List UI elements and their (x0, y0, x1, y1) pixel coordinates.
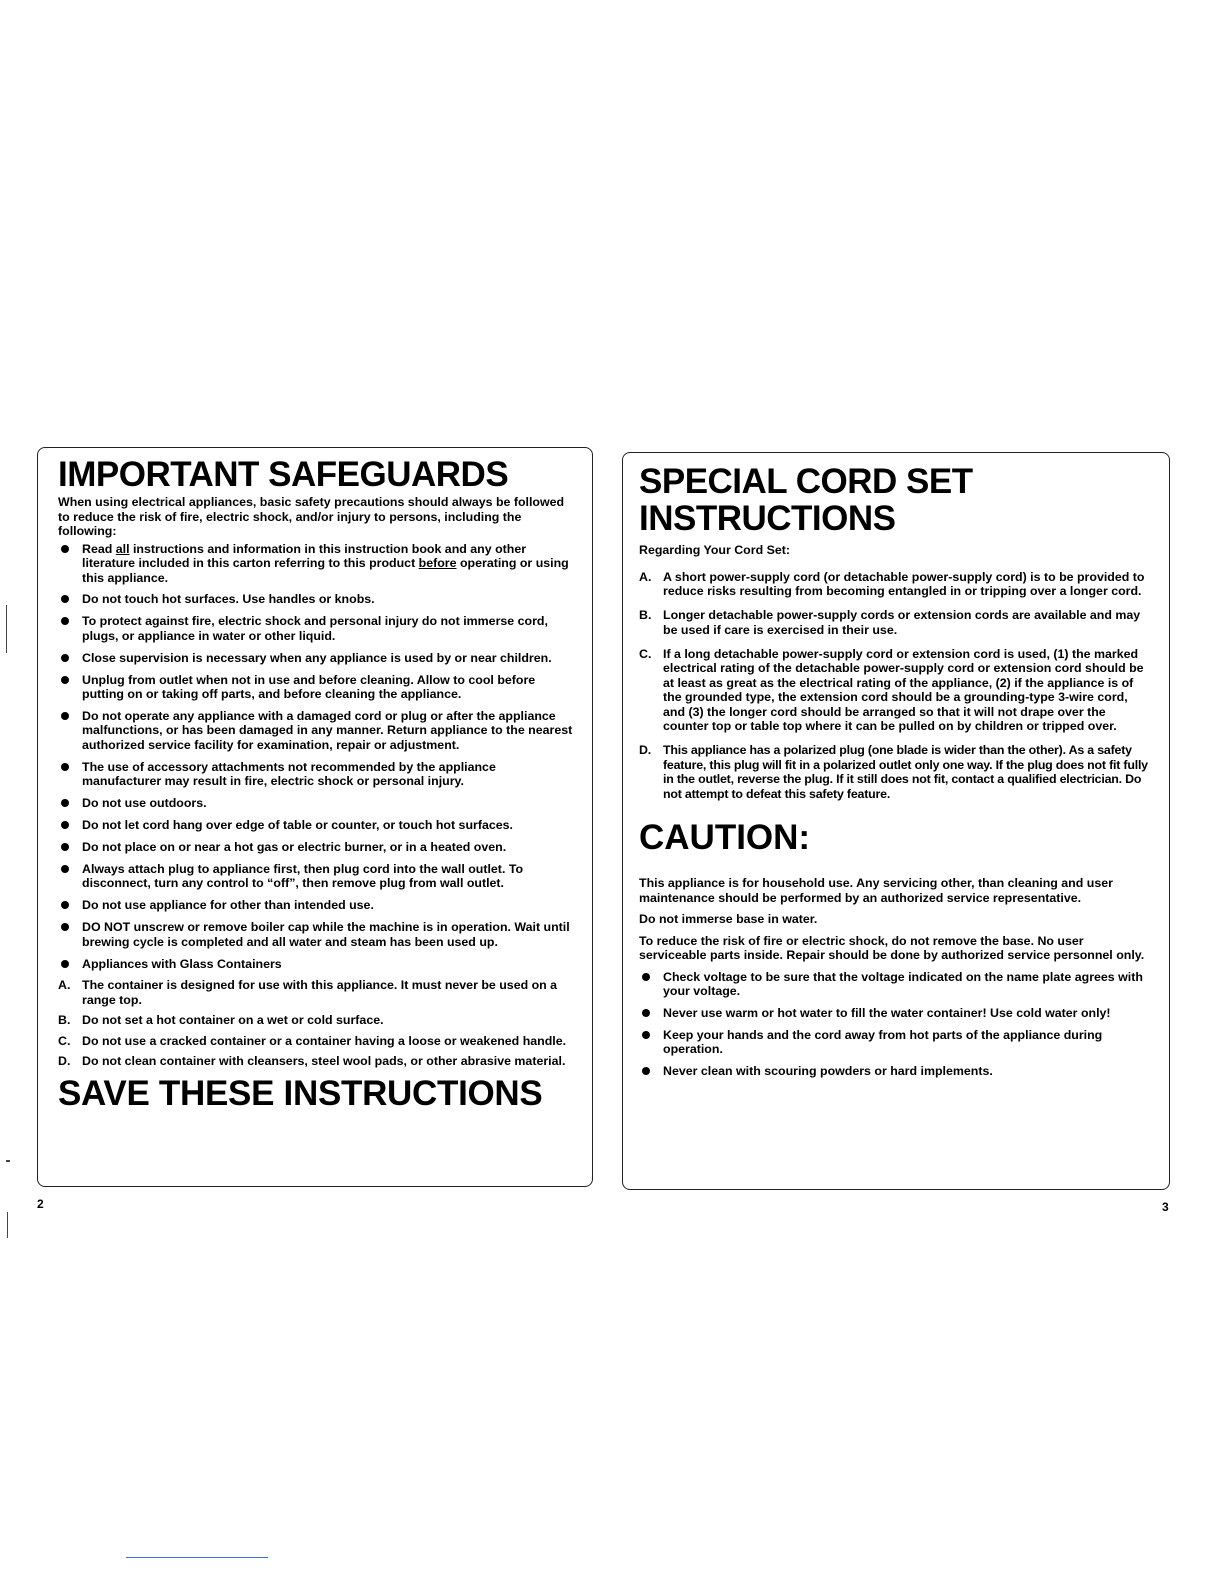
cord-set-list (639, 570, 1153, 802)
bullet-icon (61, 799, 69, 807)
bullet-icon (61, 821, 69, 829)
caution-bullet-list (639, 970, 1153, 1079)
safeguards-bullet-list (58, 542, 576, 972)
bullet-icon (61, 865, 69, 873)
bullet-icon (61, 763, 69, 771)
bullet-icon (642, 1067, 650, 1075)
important-safeguards-title: IMPORTANT SAFEGUARDS (58, 455, 509, 494)
safeguard-item: Do not let cord hang over edge of table or counter, or touch hot surfaces. (58, 818, 576, 833)
cord-set-item: A. A short power-supply cord (or detachable power-supply cord) is to be provided to reduce risks resulting from becoming entangled in or tripping over a longer cord. (639, 569, 1145, 598)
caution-item: Never use warm or hot water to fill the water container! Use cold water only! (639, 1006, 1153, 1021)
scan-mark (7, 1212, 8, 1238)
caution-item: Never clean with scouring powders or hard implements. (639, 1064, 1153, 1079)
bullet-icon (61, 960, 69, 968)
bullet-icon (642, 1031, 650, 1039)
safeguard-item: Do not use outdoors. (58, 796, 576, 811)
safeguard-item: Unplug from outlet when not in use and before cleaning. Allow to cool before putting on or taking off parts, and before cleaning the appliance. (58, 673, 576, 702)
glass-container-item: A. The container is designed for use with this appliance. It must never be used on a range top. (58, 978, 558, 1007)
bullet-icon (61, 595, 69, 603)
save-instructions-heading: SAVE THESE INSTRUCTIONS (58, 1073, 543, 1113)
bullet-icon (61, 843, 69, 851)
caution-paragraph: This appliance is for household use. Any servicing other, than cleaning and user maintenance should be performed by an authorized service representative. (639, 876, 1113, 905)
safeguard-item: Do not place on or near a hot gas or electric burner, or in a heated oven. (58, 840, 576, 855)
cord-set-title-line2: INSTRUCTIONS (639, 499, 896, 538)
page-number-left: 2 (37, 1197, 44, 1211)
safeguard-item: To protect against fire, electric shock and personal injury do not immerse cord, plugs, or appliance in water or other liquid. (58, 614, 576, 643)
cord-set-item: C. If a long detachable power-supply cord or extension cord is used, (1) the marked electrical rating of the detachable power-supply cord or extension cord should be at least as great as the electrical rating of the appliance, (2) if the appliance is of the grounded type, the extension cord should be a grounding-type 3-wire cord, and (3) the longer cord should be arranged so that it will not drape over the counter top or table top where it can be pulled on by children or tripped over. (639, 646, 1144, 733)
glass-container-list (58, 978, 576, 1069)
caution-paragraph: To reduce the risk of fire or electric shock, do not remove the base. No user serviceable parts inside. Repair should be done by authorized service personnel only. (639, 933, 1145, 962)
caution-item: Keep your hands and the cord away from hot parts of the appliance during operation. (639, 1028, 1153, 1057)
safeguard-item: Appliances with Glass Containers (58, 957, 576, 972)
cord-set-subtitle: Regarding Your Cord Set: (639, 543, 790, 557)
bullet-icon (61, 617, 69, 625)
safeguard-item: Do not operate any appliance with a damaged cord or plug or after the appliance malfunctions, or has been damaged in any manner. Return appliance to the nearest authorized service facility for examination, repair or adjustment. (58, 709, 576, 753)
scan-mark (6, 1160, 10, 1162)
important-safeguards-panel (37, 447, 593, 1187)
bullet-icon (61, 923, 69, 931)
glass-container-item: D. Do not clean container with cleansers, steel wool pads, or other abrasive material. (58, 1054, 566, 1069)
glass-container-item: B. Do not set a hot container on a wet or cold surface. (58, 1013, 384, 1028)
safeguards-intro: When using electrical appliances, basic safety precautions should always be followed to reduce the risk of fire, electric shock, and/or injury to persons, including the following: (58, 495, 565, 538)
caution-item: Check voltage to be sure that the voltage indicated on the name plate agrees with your voltage. (639, 970, 1153, 999)
bullet-icon (61, 712, 69, 720)
scan-mark (6, 605, 7, 653)
bullet-icon (642, 1009, 650, 1017)
safeguard-item: Do not touch hot surfaces. Use handles or knobs. (58, 592, 576, 607)
footer-rule (126, 1557, 268, 1558)
safeguard-item: Always attach plug to appliance first, then plug cord into the wall outlet. To disconnect, turn any control to “off”, then remove plug from wall outlet. (58, 862, 576, 891)
safeguard-item: Do not use appliance for other than intended use. (58, 898, 576, 913)
safeguard-item: DO NOT unscrew or remove boiler cap while the machine is in operation. Wait until brewing cycle is completed and all water and steam has been used up. (58, 920, 576, 949)
page-number-right: 3 (1162, 1200, 1169, 1214)
cord-set-item: B. Longer detachable power-supply cords or extension cords are available and may be used if care is exercised in their use. (639, 608, 1141, 637)
cord-set-title-line1: SPECIAL CORD SET (639, 462, 973, 501)
special-cord-set-panel (622, 452, 1170, 1190)
cord-set-item: D. This appliance has a polarized plug (one blade is wider than the other). As a safety feature, this plug will fit in a polarized outlet only one way. If the plug does not fit fully in the outlet, reverse the plug. If it still does not fit, contact a qualified electrician. Do not attempt to defeat this safety feature. (639, 743, 1148, 801)
safeguard-item: The use of accessory attachments not recommended by the appliance manufacturer may result in fire, electric shock or personal injury. (58, 760, 576, 789)
safeguard-item: Read all instructions and information in this instruction book and any other literature included in this carton referring to this product before operating or using this appliance. (58, 542, 576, 586)
caution-paragraph: Do not immerse base in water. (639, 912, 818, 926)
caution-heading: CAUTION: (639, 818, 811, 857)
bullet-icon (61, 901, 69, 909)
bullet-icon (642, 973, 650, 981)
bullet-icon (61, 545, 69, 553)
bullet-icon (61, 676, 69, 684)
glass-container-item: C. Do not use a cracked container or a container having a loose or weakened handle. (58, 1033, 567, 1048)
bullet-icon (61, 654, 69, 662)
safeguard-item: Close supervision is necessary when any appliance is used by or near children. (58, 651, 576, 666)
